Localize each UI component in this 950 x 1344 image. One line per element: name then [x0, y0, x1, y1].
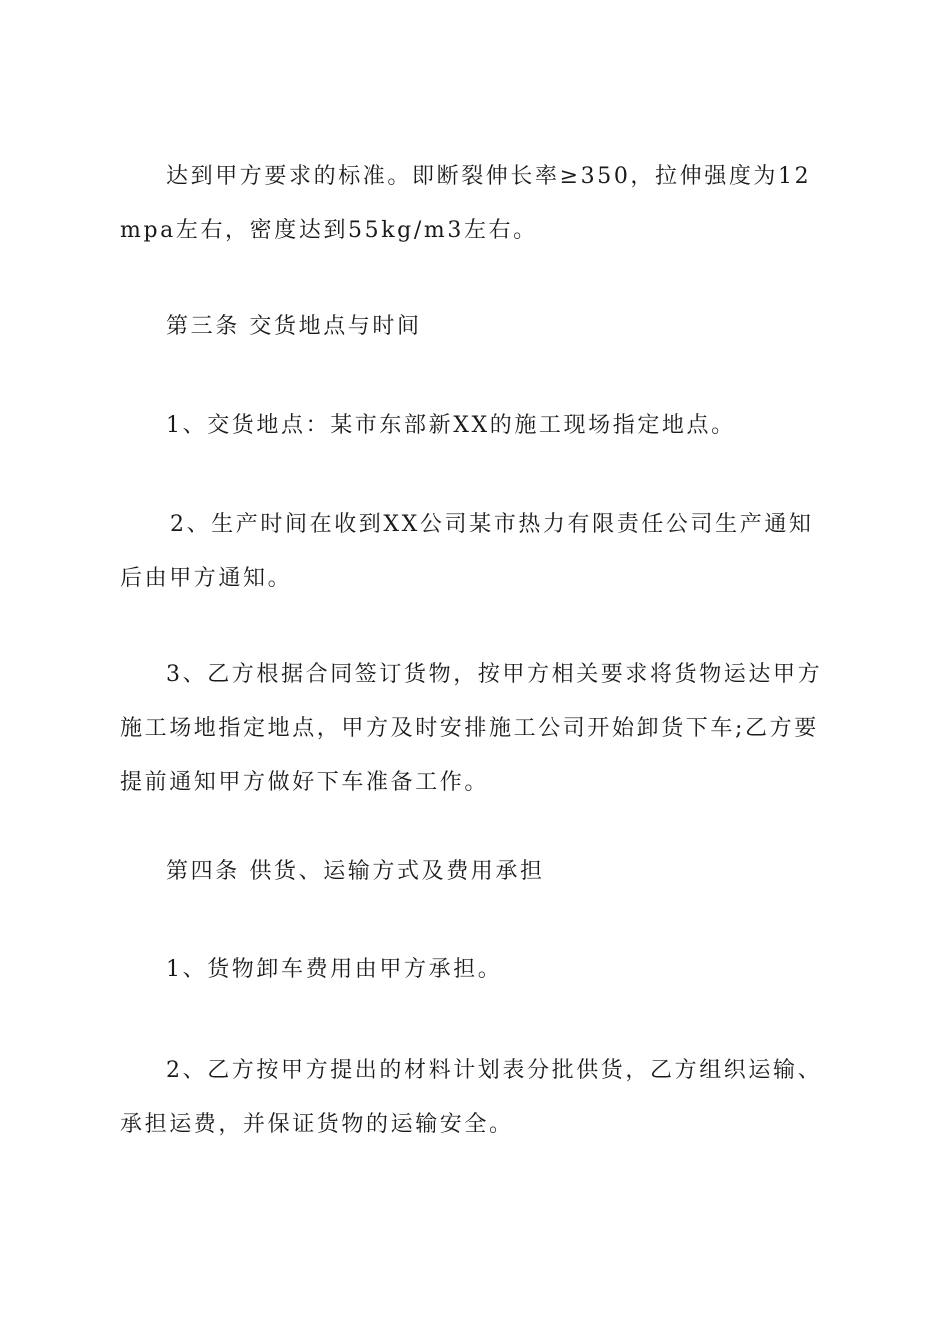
section-heading-article-4: 第四条 供货、运输方式及费用承担 [166, 859, 545, 884]
paragraph-delivery-location: 1、交货地点：某市东部新XX的施工现场指定地点。 [166, 413, 736, 438]
paragraph-material-standard: 达到甲方要求的标准。即断裂伸长率≥350，拉伸强度为12mpa左右，密度达到55kg/m3左右。 [120, 164, 812, 243]
section-heading-article-3: 第三条 交货地点与时间 [166, 314, 422, 339]
paragraph-batch-supply: 2、乙方按甲方提出的材料计划表分批供货，乙方组织运输、承担运费，并保证货物的运输安全。 [120, 1058, 823, 1137]
paragraph-transport-arrangement: 3、乙方根据合同签订货物，按甲方相关要求将货物运达甲方施工场地指定地点，甲方及时安排施工公司开始卸货下车;乙方要提前通知甲方做好下车准备工作。 [120, 662, 823, 795]
paragraph-production-time: 2、生产时间在收到XX公司某市热力有限责任公司生产通知后由甲方通知。 [120, 512, 814, 591]
paragraph-unloading-cost: 1、货物卸车费用由甲方承担。 [166, 957, 503, 982]
